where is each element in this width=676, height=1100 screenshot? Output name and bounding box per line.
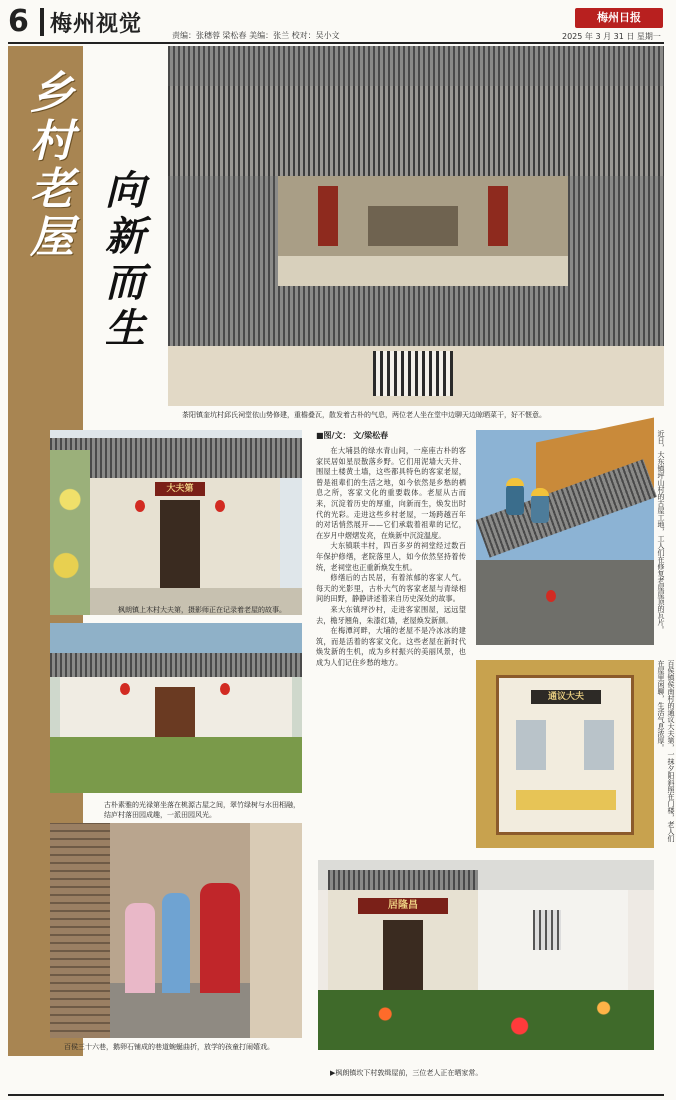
page-number: 6 [8,4,29,39]
article-byline: ■图/文： 文/梁松春 [316,431,389,440]
plaque-dunji: 居隆昌 [358,898,448,914]
photo-alley-children [50,823,302,1038]
caption-photo-dunji-house: ▶枫朗镇坎下村敦缉屋前，三位老人正在晒家常。 [330,1069,483,1077]
header-rule [8,42,664,44]
plaque-dafu: 大夫第 [155,482,205,496]
photo-tongyi-mansion [476,660,654,848]
caption-photo-alley-children: 百侯三十六巷，鹅卵石铺成的巷道蜿蜒曲折，放学的孩童打闹嬉戏。 [64,1043,274,1051]
plaque-tongyi: 通议大夫 [531,690,601,704]
article-paragraph: 大东镇联丰村，四百多岁的祠堂经过数百年保护修缮，老院落里人，如今依然坚持着传统，老祠堂也正重新焕发生机。 [316,541,466,572]
article-paragraph: 在大埔县的绿水青山间，一座座古朴的客家民居如星辰散落乡野。它们用泥墙大天井、围屋土楼黄土墙，这些都具特色的客家老屋，曾是祖辈们的生活之地，如今依然是乡愁的栖息之所，客家文化的重要载体。老屋从古而来，沉淀着历史的厚重，向新而生，焕发出时代的光彩。走进这些乡村老屋，一场跨越百年的对话悄然展开——它们承载着祖辈的记忆，在岁月中熠熠发亮，在焕新中沉淀温度。 [316,446,466,540]
caption-photo-guanglu-mansion: 古朴素雅的光禄第坐落在桃源古屋之间，翠竹绿树与水田相融，结庐村落田园成趣，一派田园风光。 [104,801,300,819]
issue-date: 2025 年 3 月 31 日 星期一 [562,32,661,41]
caption-photo-dafu-mansion: 枫朗镇上木村大夫第，摄影师正在记录着老屋的故事。 [118,606,286,614]
newspaper-logo: 梅州日报 [575,8,663,28]
staff-credits: 责编：张穗蓉 梁松春 美编：张兰 校对：吴小文 [172,31,340,40]
caption-photo-ancestral-hall: 茶阳镇奎坑村邱氏祠堂依山势修建，重檐叠瓦，散发着古朴的气息，两位老人坐在堂中边聊天边晾晒菜干，好不惬意。 [182,411,546,419]
section-title: 梅州视觉 [50,12,143,37]
photo-dafu-mansion [50,430,302,615]
article-paragraph: 在梅潭河畔，大埔的老屋不是冷冰冰的建筑，而是活着的客家文化。这些老屋在新时代焕发新的生机，成为乡村振兴的美丽风景，也成为人们记住乡愁的地方。 [316,626,466,667]
photo-ancestral-hall [168,46,664,406]
photo-dunji-house [318,860,654,1050]
photo-roof-repair [476,430,654,645]
photo-guanglu-mansion [50,623,302,793]
footer-rule [8,1094,664,1096]
article-body [316,446,466,851]
caption-photo-roof-repair: 近日，大东镇坪山村的古屋工地，工人们在修复老屋屋顶的瓦片。 [657,430,665,633]
caption-photo-tongyi-mansion: 百侯镇侯南村的通议大夫第，一抹夕阳斜照在门楼，老人们在屋里闲聊，生活气息浓厚。 [657,660,675,842]
article-paragraph: 修缮后的古民居，有着浓郁的客家人气。每天的光影里，古朴大气的客家老屋与青绿相间的田野，静静讲述着来自历史深处的故事。 [316,573,466,604]
section-divider [40,8,44,36]
article-paragraph: 来大东镇坪沙村，走进客家围屋，远远望去，檐牙翘角，朱漆红墙，老屋焕发新颜。 [316,604,466,625]
page-header [0,0,672,46]
feature-title: 乡村老屋 [30,68,74,263]
feature-subtitle: 向新而生 [105,167,145,352]
